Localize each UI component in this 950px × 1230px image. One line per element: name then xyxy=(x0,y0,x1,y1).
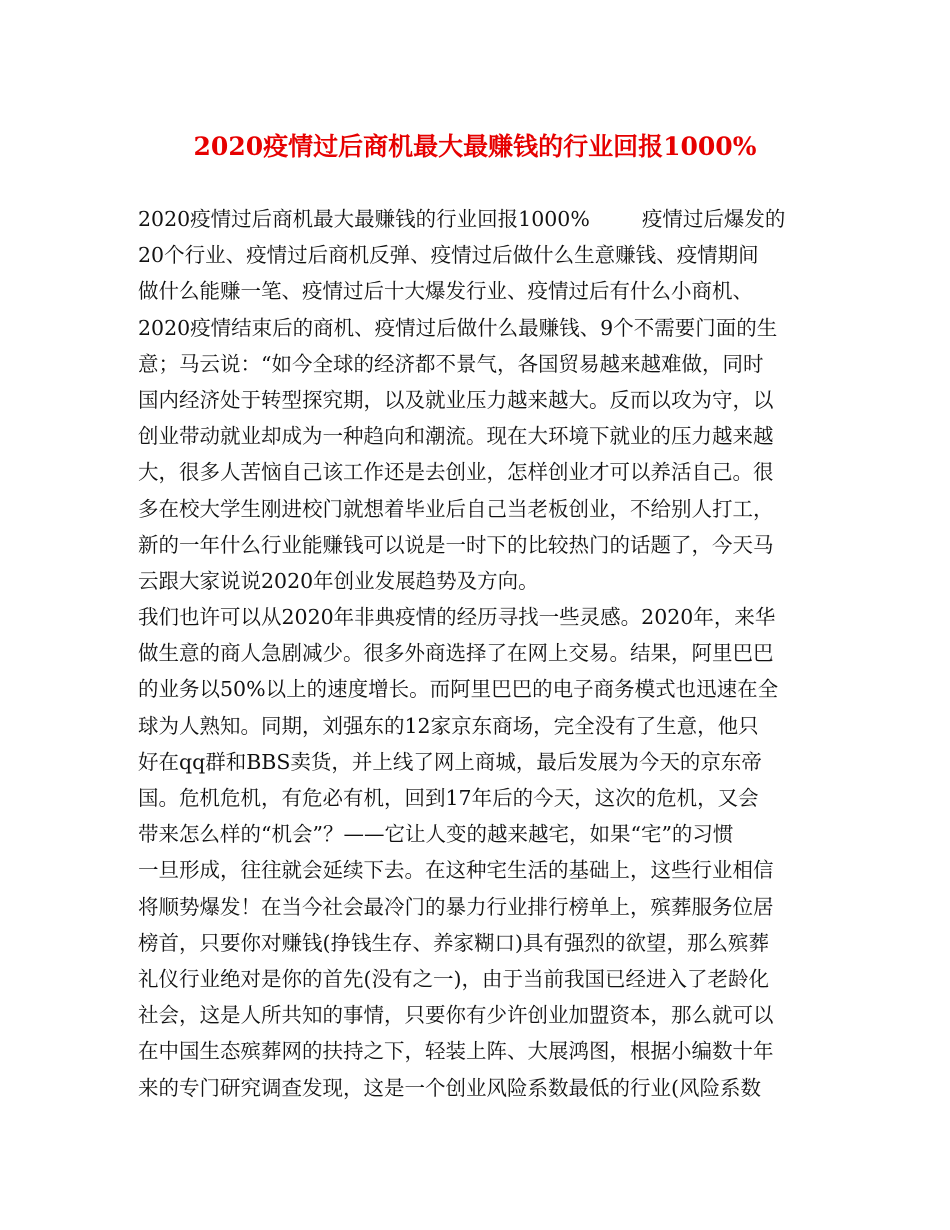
body-line: 多在校大学生刚进校门就想着毕业后自己当老板创业，不给别人打工， xyxy=(138,496,774,521)
body-line-text: 2020疫情过后商机最大最赚钱的行业回报1000% xyxy=(138,207,590,231)
body-line: 国内经济处于转型探究期，以及就业压力越来越大。反而以攻为守，以 xyxy=(138,387,774,412)
body-line: 我们也许可以从2020年非典疫情的经历寻找一些灵感。2020年，来华 xyxy=(138,605,776,630)
body-line: 2020疫情结束后的商机、疫情过后做什么最赚钱、9个不需要门面的生 xyxy=(138,315,778,340)
body-line: 做生意的商人急剧减少。很多外商选择了在网上交易。结果，阿里巴巴 xyxy=(138,641,774,666)
body-line: 意；马云说：“如今全球的经济都不景气，各国贸易越来越难做，同时 xyxy=(138,351,764,376)
body-line: 好在qq群和BBS卖货，并上线了网上商城，最后发展为今天的京东帝 xyxy=(138,749,762,774)
body-line: 礼仪行业绝对是你的首先(没有之一)，由于当前我国已经进入了老龄化 xyxy=(138,966,769,991)
body-line: 20个行业、疫情过后商机反弹、疫情过后做什么生意赚钱、疫情期间 xyxy=(138,243,759,268)
body-line: 云跟大家说说2020年创业发展趋势及方向。 xyxy=(138,568,539,593)
body-line: 创业带动就业却成为一种趋向和潮流。现在大环境下就业的压力越来越 xyxy=(138,424,774,449)
document-body xyxy=(138,201,818,1106)
body-line: 将顺势爆发！在当今社会最冷门的暴力行业排行榜单上，殡葬服务位居 xyxy=(138,894,774,919)
body-line: 在中国生态殡葬网的扶持之下，轻装上阵、大展鸿图，根据小编数十年 xyxy=(138,1039,774,1064)
body-line: 球为人熟知。同期，刘强东的12家京东商场，完全没有了生意，他只 xyxy=(138,713,759,738)
body-line: 做什么能赚一笔、疫情过后十大爆发行业、疫情过后有什么小商机、 xyxy=(138,279,753,304)
body-line-text: 疫情过后爆发的 xyxy=(641,207,786,231)
body-line: 带来怎么样的“机会”？——它让人变的越来越宅，如果“宅”的习惯 xyxy=(138,822,734,847)
body-line: 一旦形成，往往就会延续下去。在这种宅生活的基础上，这些行业相信 xyxy=(138,858,774,883)
body-line: 来的专门研究调查发现，这是一个创业风险系数最低的行业(风险系数 xyxy=(138,1075,761,1100)
body-line: 国。危机危机，有危必有机，回到17年后的今天，这次的危机，又会 xyxy=(138,786,759,810)
document-title: 2020疫情过后商机最大最赚钱的行业回报1000% xyxy=(193,132,757,161)
body-line: 榜首，只要你对赚钱(挣钱生存、养家糊口)具有强烈的欲望，那么殡葬 xyxy=(138,930,769,955)
body-line xyxy=(138,201,818,237)
body-line: 社会，这是人所共知的事情，只要你有少许创业加盟资本，那么就可以 xyxy=(138,1003,774,1028)
body-line: 大，很多人苦恼自己该工作还是去创业，怎样创业才可以养活自己。很 xyxy=(138,460,774,485)
body-line: 的业务以50%以上的速度增长。而阿里巴巴的电子商务模式也迅速在全 xyxy=(138,677,779,702)
body-line: 新的一年什么行业能赚钱可以说是一时下的比较热门的话题了，今天马 xyxy=(138,532,774,557)
